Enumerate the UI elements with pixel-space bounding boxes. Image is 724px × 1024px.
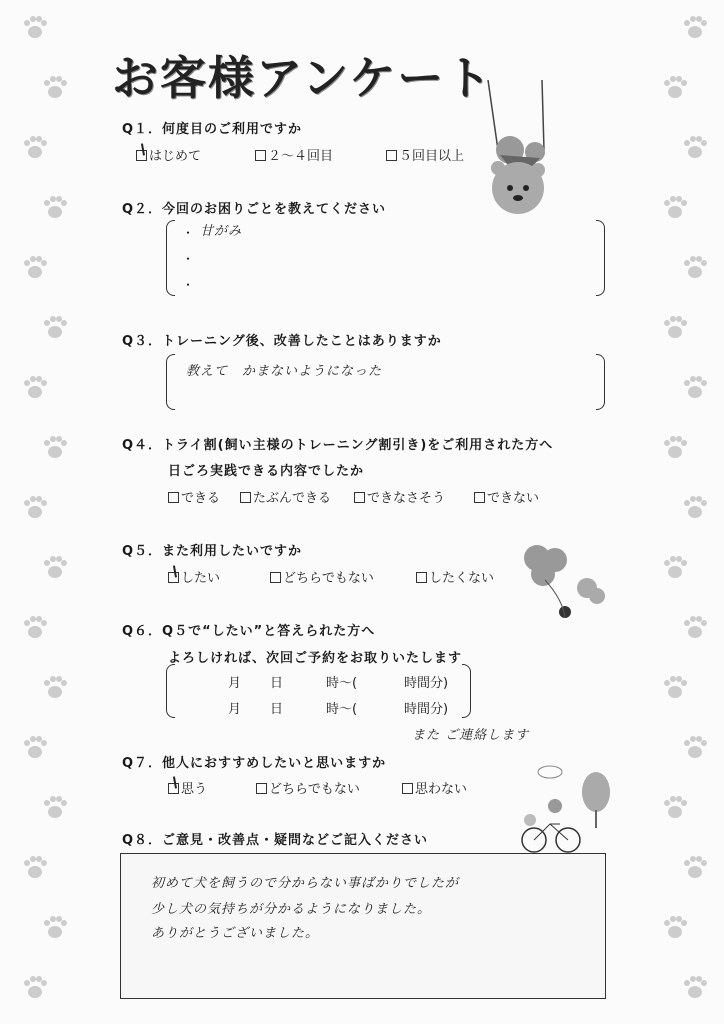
q2-bullet: ・ [182,252,195,266]
paw-print-icon [680,612,710,642]
q3-question: Q３．トレーニング後、改善したことはありますか [122,334,442,349]
paw-print-icon [660,552,690,582]
q5-option-no[interactable]: したくない [416,567,494,586]
checkbox[interactable] [256,783,267,794]
q2-answer[interactable]: 甘がみ [200,224,243,239]
checkbox[interactable] [270,572,281,583]
paw-print-icon [20,12,50,42]
q4-option-maybe[interactable]: たぶんできる [240,487,331,506]
q7-option-neutral[interactable]: どちらでもない [256,778,360,797]
paw-print-icon [40,912,70,942]
comment-line: 少し犬の気持ちが分かるようになりました。 [151,902,432,917]
paw-print-icon [20,612,50,642]
paw-print-icon [660,912,690,942]
checkbox[interactable] [402,783,413,794]
q3-bracket-left [166,354,175,410]
q7-option-yes[interactable]: 思う [168,778,207,797]
q2-bracket-left [166,220,175,296]
paw-print-icon [680,732,710,762]
checkbox[interactable] [474,492,485,503]
bear-swing-illustration [480,80,560,225]
paw-print-icon [20,972,50,1002]
q6-month-label: 月 [228,676,242,691]
q4-option-cannot[interactable]: できない [474,487,539,506]
page-title: お客様アンケート [112,51,494,105]
q7-option-no[interactable]: 思わない [402,778,467,797]
checkbox[interactable] [386,150,397,161]
checkbox[interactable] [240,492,251,503]
q1-option-2-4[interactable]: ２～４回目 [255,145,333,164]
q4-question-sub: 日ごろ実践できる内容でしたか [168,464,365,479]
paw-print-icon [20,852,50,882]
q6-bracket-left [166,664,175,718]
comment-line: 初めて犬を飼うので分からない事ばかりでしたが [151,876,460,891]
q3-bracket-right [596,354,605,410]
q6-day-label: 日 [270,676,284,691]
q2-bullet: ・ [182,226,195,240]
checkbox[interactable] [168,492,179,503]
paw-print-icon [660,792,690,822]
q8-question: Q８．ご意見・改善点・疑問などご記入ください [122,833,429,848]
paw-print-icon [660,672,690,702]
q1-option-first[interactable]: はじめて [136,145,201,164]
paw-print-icon [660,312,690,342]
q6-time-label: 時～( [326,702,358,717]
comment-textarea[interactable] [120,853,606,999]
q5-option-yes[interactable]: したい [168,567,220,586]
q4-option-unlikely[interactable]: できなさそう [354,487,445,506]
q4-option-can[interactable]: できる [168,487,220,506]
q2-bracket-right [596,220,605,296]
paw-print-icon [20,492,50,522]
paw-print-icon [680,492,710,522]
checkbox[interactable] [255,150,266,161]
paw-print-icon [40,792,70,822]
paw-print-icon [40,432,70,462]
checkbox[interactable] [416,572,427,583]
paw-print-icon [20,372,50,402]
paw-print-icon [660,192,690,222]
paw-print-icon [40,552,70,582]
q6-duration-label: 時間分) [404,676,449,691]
checkbox[interactable] [354,492,365,503]
paw-print-icon [680,132,710,162]
checkbox[interactable] [168,572,179,583]
paw-print-icon [660,432,690,462]
paw-print-icon [680,372,710,402]
q4-question: Q４．トライ割(飼い主様のトレーニング割引き)をご利用された方へ [122,438,554,453]
comment-line: ありがとうございました。 [151,926,320,941]
checkbox[interactable] [136,150,147,161]
q1-question: Q１．何度目のご利用ですか [122,122,303,137]
q3-answer[interactable]: 教えて かまないようになった [186,364,383,379]
q6-duration-label: 時間分) [404,702,449,717]
q6-day-label: 日 [270,702,284,717]
q5-question: Q５．また利用したいですか [122,544,303,559]
q2-question: Q２．今回のお困りごとを教えてください [122,202,387,217]
paw-print-icon [20,252,50,282]
paw-print-icon [680,972,710,1002]
paw-print-icon [40,312,70,342]
paw-print-icon [680,252,710,282]
paw-print-icon [40,192,70,222]
bicycle-tree-illustration [500,760,618,858]
q5-option-neutral[interactable]: どちらでもない [270,567,374,586]
q6-time-label: 時～( [326,676,358,691]
q7-question: Q７．他人におすすめしたいと思いますか [122,756,387,771]
flower-illustration [515,540,610,635]
paw-print-icon [20,132,50,162]
paw-print-icon [680,12,710,42]
paw-print-icon [40,672,70,702]
q2-bullet: ・ [182,278,195,292]
q6-question-sub: よろしければ、次回ご予約をお取りいたします [168,651,463,666]
paw-print-icon [20,732,50,762]
q1-option-5plus[interactable]: ５回目以上 [386,145,464,164]
q6-note: また ご連絡します [412,728,530,743]
checkbox[interactable] [168,783,179,794]
paw-print-icon [660,72,690,102]
paw-print-icon [40,72,70,102]
paw-print-icon [680,852,710,882]
q6-bracket-right [462,664,471,718]
q6-question: Q６．Q５で“したい”と答えられた方へ [122,624,376,639]
q6-month-label: 月 [228,702,242,717]
